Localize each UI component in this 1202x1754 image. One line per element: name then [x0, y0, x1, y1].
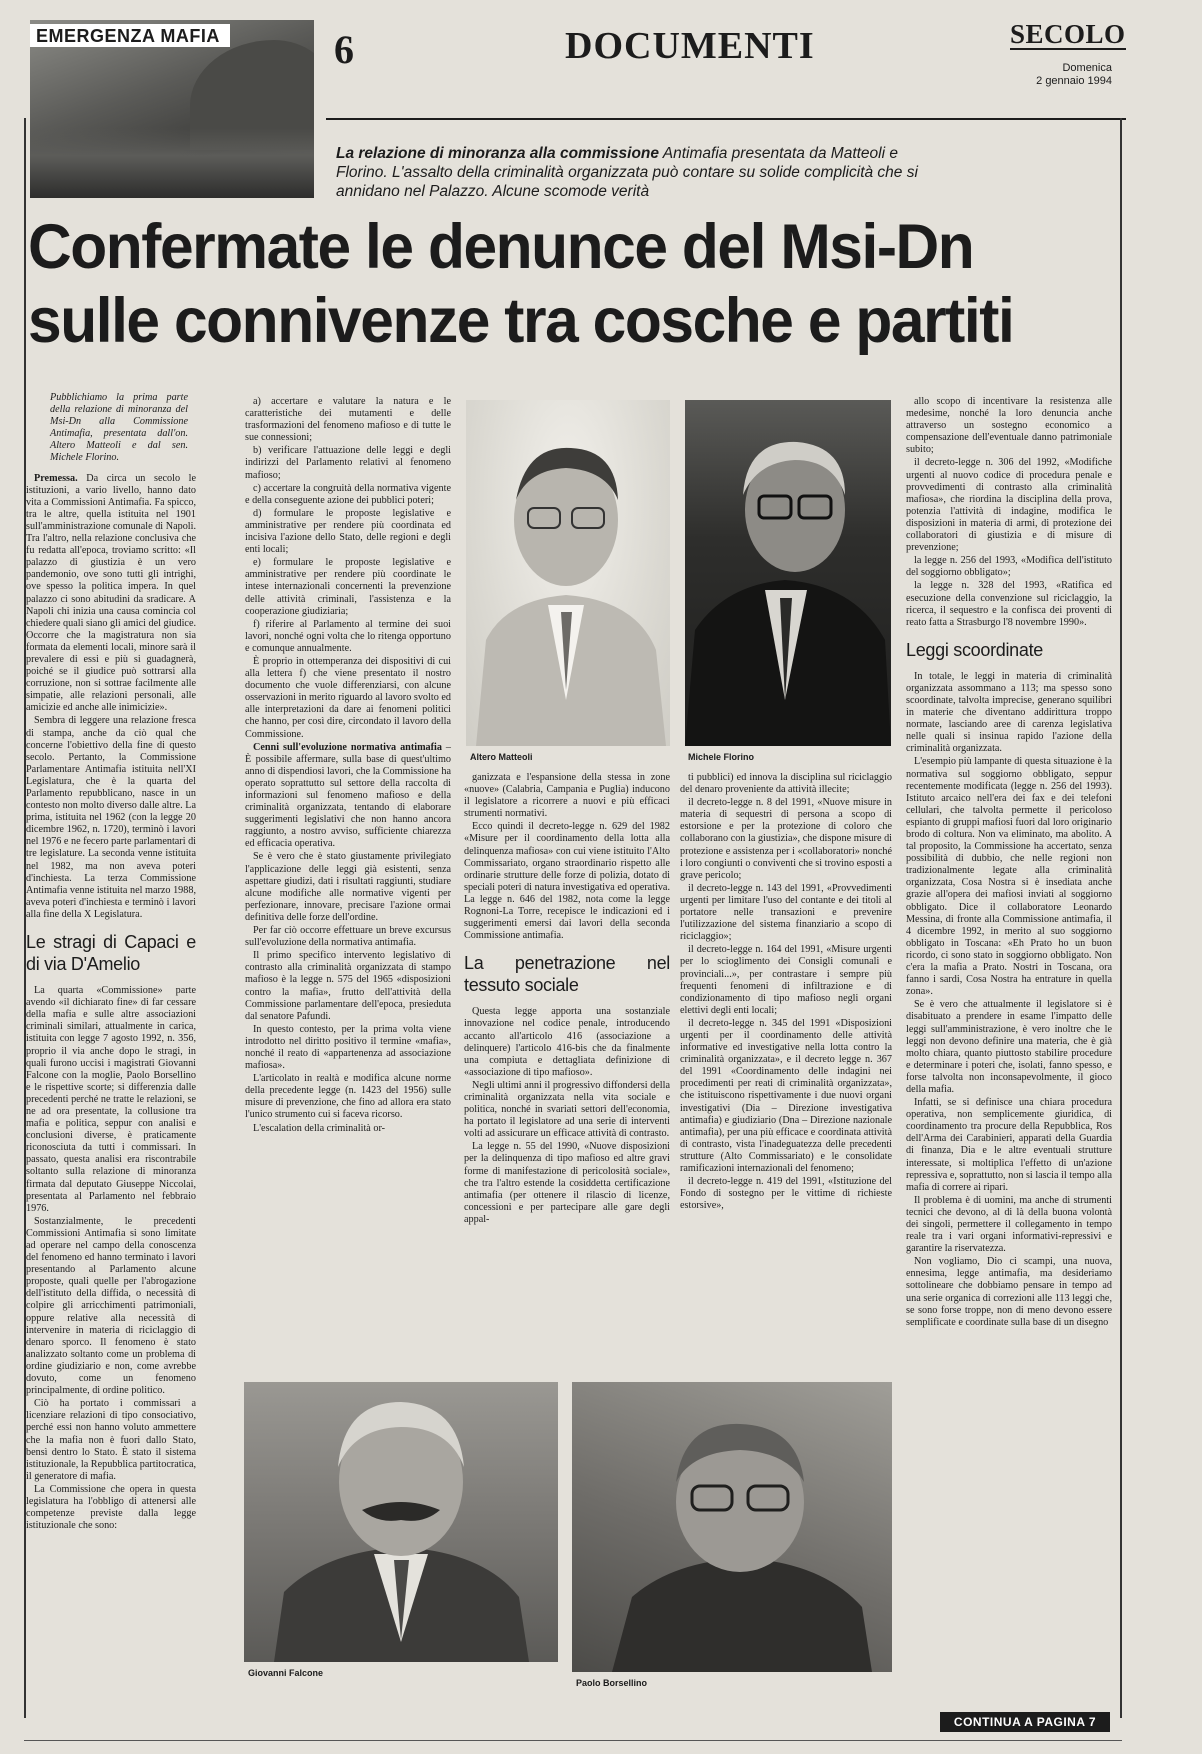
- headline-line-2: sulle connivenze tra cosche e partiti: [28, 286, 1014, 356]
- paragraph: La legge n. 55 del 1990, «Nuove disposizioni per la delinquenza di tipo mafioso ed altre gravi forme di manifestazione di pericolosità sociale», che tra l'altro estende la cosiddetta certificazione antimafia (per ottenere il rilascio di licenze, concessioni e per partecipare alle gare degli appal-: [464, 1141, 670, 1225]
- portrait-illustration: [685, 400, 891, 746]
- photo-caption: Altero Matteoli: [470, 752, 533, 762]
- summary-rest: Antimafia presentata da Matteoli e Florino. L'assalto della criminalità organizzata può contare su solide complicità che si annidano nel Palazzo. Alcune scomode verità: [336, 145, 918, 200]
- page-number: 6: [334, 27, 354, 72]
- paragraph: il decreto-legge n. 143 del 1991, «Provvedimenti urgenti per limitare l'uso del contante e dei titoli al portatore nelle transazioni e prevenire l'utilizzazione del sistema finanziario a scopo di riciclaggio»;: [680, 882, 892, 943]
- paragraph: Negli ultimi anni il progressivo diffondersi della criminalità organizzata nella vita sociale e politica, nonché in svariati settori dell'economia, ha portato il legislatore ad una serie di interventi volti ad assicurare un efficace attività di contrasto.: [464, 1079, 670, 1140]
- paragraph: la legge n. 328 del 1993, «Ratifica ed esecuzione della convenzione sul riciclaggio, la ricerca, il sequestro e la confisca dei proventi di reato fatta a Strasburgo l'8 novembre 1990».: [906, 580, 1112, 628]
- paragraph: L'esempio più lampante di questa situazione è la normativa sul soggiorno obbligato, seppur recentemente modificata (legge n. 256 del 1993). Istituto arcaico nell'era dei fax e dei telefoni cellulari, che talvolta permette il pericoloso espianto di gruppi mafiosi fuori dal loro originario brodo di coltura. Non va eliminato, ma abolito. A tal proposito, la Commissione ha accertato, senza possibilità di dubbio, che nelle regioni non tradizionalmente legate alla criminalità organizzata, Cosa Nostra si è insediata anche grazie all'opera dei mafiosi inviati al soggiorno obbligato. Dice il collaboratore Leonardo Messina, di fronte alla Commissione antimafia, il 4 dicembre 1992, in merito al suo soggiorno obbligato in Toscana: «Eh Prato ho un buon ricordo, ci sono stato in soggiorno obbligato. Non c'era la mafia a Prato. Nostri in Toscana, ora fanno i sardi, Cosa Nostra ha entrature in quella zona».: [906, 756, 1112, 998]
- paragraph-text: – È possibile affermare, sulla base di quest'ultimo anno di dispendiosi lavori, che la Commissione ha operato soprattutto sul settore della raccolta di informazioni sul fenomeno mafioso e della criminalità organizzata, tentando di elaborare suggerimenti legislativi che non hanno ancora raggiunto, a nostro avviso, sufficiente chiarezza ed efficacia operativa.: [245, 741, 451, 850]
- article-column-1: [26, 392, 196, 1533]
- paragraph: L'articolato in realtà e modifica alcune norme della precedente legge (n. 1423 del 1956) sulle misure di prevenzione, che fino ad allora era stato l'unico strumento cui si faceva ricorso.: [245, 1073, 451, 1121]
- article-summary: [336, 144, 926, 201]
- paragraph-text: Da circa un secolo le istituzioni, a vario livello, hanno dato vita a Commissioni Antimafia. Fa spicco, tra le altre, quella istituita nel 1901 sull'amministrazione comunale di Napoli. Tra l'altro, nella relazione conclusiva che fu redatta all'epoca, troviamo scritto: «Il palazzo di giustizia è un vero pandemonio, ove sono tutti gli intrighi, ove spesso la politica impera. In quel palazzo ci sono abitudini da sradicare. A Napoli chi inizia una causa comincia col chiedere quali siano gli amici del giudice. Occorre che la magistratura non sia formata da elementi locali, minore sarà il prevalere di essi e più si guadagnerà, poiché se il giudice può sottrarsi alla corruzione, non si sottrae facilmente alle simpatie, alle relazioni personali, alle amicizie ed anche alle inimicizie».: [26, 472, 197, 714]
- dateline-date: 2 gennaio 1994: [1036, 75, 1112, 87]
- paragraph: la legge n. 256 del 1993, «Modifica dell'istituto del soggiorno obbligato»;: [906, 555, 1112, 579]
- article-headline: [28, 210, 1074, 358]
- paragraph: Ecco quindi il decreto-legge n. 629 del 1982 «Misure per il coordinamento della lotta alla delinquenza mafiosa» con cui viene istituito l'Alto Commissariato, organo straordinario rispetto alle ordinarie strutture delle forze di polizia, dotato di speciali poteri di natura investigativa ed operativa. La legge n. 646 del 1982, nota come la legge Rognoni-La Torre, recepisce le indicazioni ed i suggerimenti emersi dai lavori della seconda Commissione antimafia.: [464, 821, 670, 942]
- article-column-4: [680, 772, 892, 1213]
- bottom-rule: [24, 1740, 1122, 1741]
- paragraph: [26, 473, 196, 715]
- dateline: [1012, 62, 1112, 88]
- article-column-5: [906, 396, 1112, 1330]
- summary-bold: La relazione di minoranza alla commissione: [336, 145, 660, 162]
- paragraph: [245, 742, 451, 851]
- paragraph: Il primo specifico intervento legislativo di contrasto alla criminalità organizzata di stampo mafioso è la legge n. 575 del 1965 «disposizioni contro la mafia», frutto dell'attività della Commissione parlamentare dell'epoca, presieduta dal senatore Pafundi.: [245, 950, 451, 1022]
- paragraph: ti pubblici) ed innova la disciplina sul riciclaggio del denaro proveniente da attività illecite;: [680, 772, 892, 796]
- paragraph: d) formulare le proposte legislative e amministrative per rendere più coordinata ed incisiva l'azione dello Stato, delle regioni e degli enti locali;: [245, 507, 451, 556]
- continue-on-page-7[interactable]: CONTINUA A PAGINA 7: [940, 1712, 1110, 1732]
- article-column-2: [245, 396, 451, 1136]
- photo-paolo-borsellino: [572, 1382, 892, 1672]
- paragraph: L'escalation della criminalità or-: [253, 1122, 386, 1134]
- photo-giovanni-falcone: [244, 1382, 558, 1662]
- subheading: Le stragi di Capaci e di via D'Amelio: [26, 932, 196, 975]
- paragraph: c) accertare la congruità della normativa vigente e della conseguente azione dei pubblici poteri;: [245, 482, 451, 506]
- section-kicker: EMERGENZA MAFIA: [30, 24, 230, 47]
- jacket-shape: [612, 1558, 872, 1672]
- paragraph: Se è vero che è stato giustamente privilegiato l'applicazione delle leggi già esistenti, senza aspettare giudizi, dati i risultati raggiunti, studiare alcune modifiche alle normative vigenti per perfezionare, innovare, precisare l'azione ormai definitiva delle forze dell'ordine.: [245, 851, 451, 923]
- paragraph: il decreto-legge n. 8 del 1991, «Nuove misure in materia di sequestri di persona a scopo di estorsione e per la protezione di coloro che collaborano con la giustizia», che dispone misure di protezione e assistenza per i «collaboratori» nonché i loro congiunti o conviventi che si trovino esposti a grave pericolo;: [680, 797, 892, 881]
- article-intro: Pubblichiamo la prima parte della relazione di minoranza del Msi-Dn alla Commissione Antimafia, presentata dall'on. Altero Matteoli e dal sen. Michele Florino.: [50, 392, 188, 464]
- paragraph: Sembra di leggere una relazione fresca di stampa, anche da ciò qual che concerne l'obiettivo della fine di questo secolo. Pertanto, la Commissione Parlamentare Antimafia istituita nell'XI Legislatura, che è la quarta del Parlamento repubblicano, nasce in un contesto non molto diverso dalle altre. La prima, istituita nel 1962 (con la legge 20 dicembre 1962, n. 1720), terminò i lavori nel 1976 e ne fecero parte parlamentari di tre legislature. La seconda venne istituita nel 1982, ma non aveva poteri d'inchiesta. La terza Commissione Antimafia venne istituita nel marzo 1988, aveva poteri d'inchiesta e terminò i lavori alla fine della X Legislatura.: [26, 715, 196, 920]
- photo-haze-shape: [30, 128, 314, 198]
- paragraph: allo scopo di incentivare la resistenza alle medesime, nonché la loro denuncia anche attraverso un sostegno economico a compensazione dell'eventuale danno patrimoniale subito;: [906, 396, 1112, 456]
- photo-caption: Giovanni Falcone: [248, 1668, 324, 1678]
- paragraph: il decreto-legge n. 419 del 1991, «Istituzione del Fondo di sostegno per le vittime di richieste estorsive»,: [680, 1176, 892, 1212]
- subheading: La penetrazione nel tessuto sociale: [464, 953, 670, 996]
- paragraph: Per far ciò occorre effettuare un breve excursus sull'evoluzione della normativa antimafia.: [245, 925, 451, 949]
- newspaper-masthead: SECOLO: [1010, 19, 1126, 49]
- paragraph: Ciò ha portato i commissari a licenziare relazioni di tipo consociativo, perché essi non hanno voluto ammettere che la mafia non è fuori dallo Stato, bensì dentro lo Stato. È stato il sistema istituzionale, la Repubblica partitocratica, il generatore di mafia.: [26, 1398, 197, 1482]
- paragraph: La quarta «Commissione» parte avendo «il dichiarato fine» di far cessare della mafia e sulle altre associazioni criminali similari, attualmente in carica, istituita con legge 7 agosto 1992, n. 356, proprio il via anche dopo le stragi, in quali furono uccisi i magistrati Giovanni Falcone con la moglie, Paolo Borsellino e le rispettive scorte; si differenzia dalle precedenti perché ne tratte le relazioni, se ne ad ora presentate, la collusione tra mafia e politica, seppur con analisi e conclusioni diverse, è praticamente riconosciuta da tutti i commissari. In passato, questa analisi era riscontrabile soltanto sulla relazione di minoranza firmata dal deputato Giuseppe Niccolai, presentata al Parlamento nel febbraio 1976.: [26, 985, 196, 1214]
- paragraph: In totale, le leggi in materia di criminalità organizzata assommano a 113; ma spesso sono scoordinate, talvolta imprecise, generano squilibri in materie che diventano addirittura troppo normate, lasciando aree di carenza legislativa nelle quali si insinua rapido l'azione della criminalità organizzata.: [906, 670, 1112, 755]
- photo-altero-matteoli: [466, 400, 670, 746]
- portrait-illustration: [244, 1382, 558, 1662]
- lead-label: Premessa.: [34, 472, 78, 484]
- subheading: Leggi scoordinate: [906, 639, 1044, 660]
- photo-caption: Paolo Borsellino: [576, 1678, 648, 1688]
- photo-michele-florino: [685, 400, 891, 746]
- paragraph: il decreto-legge n. 345 del 1991 «Disposizioni urgenti per il coordinamento delle attività informative ed investigative nella lotta contro la criminalità organizzata», e il decreto legge n. 367 del 1991 «Coordinamento delle indagini nei procedimenti per reati di criminalità organizzata», che istituiscono rispettivamente i due nuovi organi investigativi (Dia – Direzione investigativa antimafia) e giudiziario (Dna – Direzione nazionale antimafia), per una più efficace e coordinata attività di contrasto, vista l'inadeguatezza delle precedenti strutture (Alto Commissariato) e le consolidate ramificazioni internazionali del fenomeno;: [680, 1017, 892, 1174]
- paragraph: il decreto-legge n. 306 del 1992, «Modifiche urgenti al nuovo codice di procedura penale e provvedimenti di contrasto alla criminalità mafiosa», che riordina la disciplina della prova, potenzia l'attività di indagine, modifica le disposizioni in materia di armi, di protezione dei collaboratori di giustizia e di misure di prevenzione;: [906, 457, 1112, 554]
- paragraph: È proprio in ottemperanza dei dispositivi di cui alla lettera f) che viene presentato il nostro documento che vuole differenziarsi, con alcune osservazioni in merito riguardo al lavoro svolto ed alle interpretazioni da dare ai fenomeni politici che hanno, per così dire, circondato il lavoro della Commissione.: [245, 655, 451, 740]
- paragraph: e) formulare le proposte legislative e amministrative per rendere più coordinate le intese internazionali concernenti la prevenzione delle attività criminali, l'assistenza e la cooperazione giudiziaria;: [245, 557, 451, 617]
- paragraph: a) accertare e valutare la natura e le caratteristiche dei mutamenti e delle trasformazioni del fenomeno mafioso e di tutte le sue connessioni;: [245, 396, 451, 444]
- paragraph: La Commissione che opera in questa legislatura ha l'obbligo di attenersi alle competenze previste dalla legge istituzionale che sono:: [26, 1483, 196, 1532]
- paragraph: Sostanzialmente, le precedenti Commissioni Antimafia si sono limitate ad operare nel campo della conoscenza del fenomeno ed hanno terminato i lavori presentando al Parlamento alcune proposte, quali quelle per l'abrogazione dell'istituto della diffida, o necessità di colpire gli arricchimenti patrimoniali, oppure relative alla necessità di intervenire in materia di riciclaggio di denaro sporco. Il fenomeno è stato analizzato soltanto come un problema di ordine giudiziario e non, come avrebbe dovuto, come un fenomeno principalmente, di ordine politico.: [26, 1215, 196, 1397]
- paragraph: Se è vero che attualmente il legislatore si è disabituato a prendere in esame l'impatto delle leggi sull'amministrazione, è vero inoltre che le leggi non devono definire una materia, che è già molto chiara, quanto piuttosto stabilire procedure e determinare i poteri che, isolati, fanno spesso, e forse talvolta non inconsapevolmente, il gioco della mafia.: [906, 999, 1112, 1095]
- dateline-day: Domenica: [1062, 62, 1112, 74]
- section-title: DOCUMENTI: [565, 25, 815, 67]
- paragraph: Infatti, se si definisce una chiara procedura operativa, non semplicemente giuridica, di coordinamento tra procure della Repubblica, Ros dell'Arma dei Carabinieri, apparati della Guardia di finanza, Dia e le altre eventuali strutture interessate, si moltiplica l'effetto di un'azione repressiva e, soprattutto, non si lascia il tempo alla mafia di correre ai ripari.: [906, 1097, 1112, 1193]
- portrait-illustration: [466, 400, 670, 746]
- paragraph: In questo contesto, per la prima volta viene introdotto nel diritto positivo il termine «mafia», nonché il reato di «appartenenza ad associazione mafiosa».: [245, 1023, 451, 1072]
- paragraph: Il problema è di uomini, ma anche di strumenti tecnici che devono, al di là della buona volontà dei singoli, permettere il collegamento in tempo reale tra i vari organi informativi-repressivi e garantire la riservatezza.: [906, 1194, 1112, 1255]
- photo-caption: Michele Florino: [688, 752, 755, 762]
- paragraph: Non vogliamo, Dio ci scampi, una nuova, ennesima, legge antimafia, ma desideriamo sottolineare che dobbiamo pensare in tempo ad una serie organica di correzioni alle 113 leggi che, se sono forse troppe, non di meno devono essere semplificate e coordinate sulla base di un disegno: [906, 1256, 1112, 1328]
- headline-line-1: Confermate le denunce del Msi-Dn: [28, 212, 974, 282]
- header-rule: [326, 118, 1126, 120]
- paragraph: b) verificare l'attuazione delle leggi e degli indirizzi del Parlamento relativi al fenomeno mafioso;: [245, 445, 451, 481]
- paragraph: f) riferire al Parlamento al termine dei suoi lavori, nonché ogni volta che lo ritenga opportuno e comunque annualmente.: [245, 618, 451, 654]
- paragraph: il decreto-legge n. 164 del 1991, «Misure urgenti per lo scioglimento dei Consigli comunali e provinciali...», per contrastare i sempre più frequenti fenomeni di infiltrazione e di condizionamento di tipo mafioso negli organi elettivi degli enti locali;: [680, 944, 892, 1016]
- paragraph: Questa legge apporta una sostanziale innovazione nel codice penale, introducendo accanto all'articolo 416 (associazione a delinquere) l'articolo 416-bis che da finalmente una compiuta e dettagliata definizione di «associazione di tipo mafioso».: [464, 1006, 670, 1078]
- article-column-3: [464, 772, 670, 1227]
- paragraph: ganizzata e l'espansione della stessa in zone «nuove» (Calabria, Campania e Puglia) inducono il legislatore a ricorrere a nuovi e più efficaci strumenti normativi.: [464, 772, 670, 820]
- portrait-illustration: [572, 1382, 892, 1672]
- minor-subhead: Cenni sull'evoluzione normativa antimafia: [253, 741, 442, 753]
- right-frame-rule: [1120, 118, 1122, 1718]
